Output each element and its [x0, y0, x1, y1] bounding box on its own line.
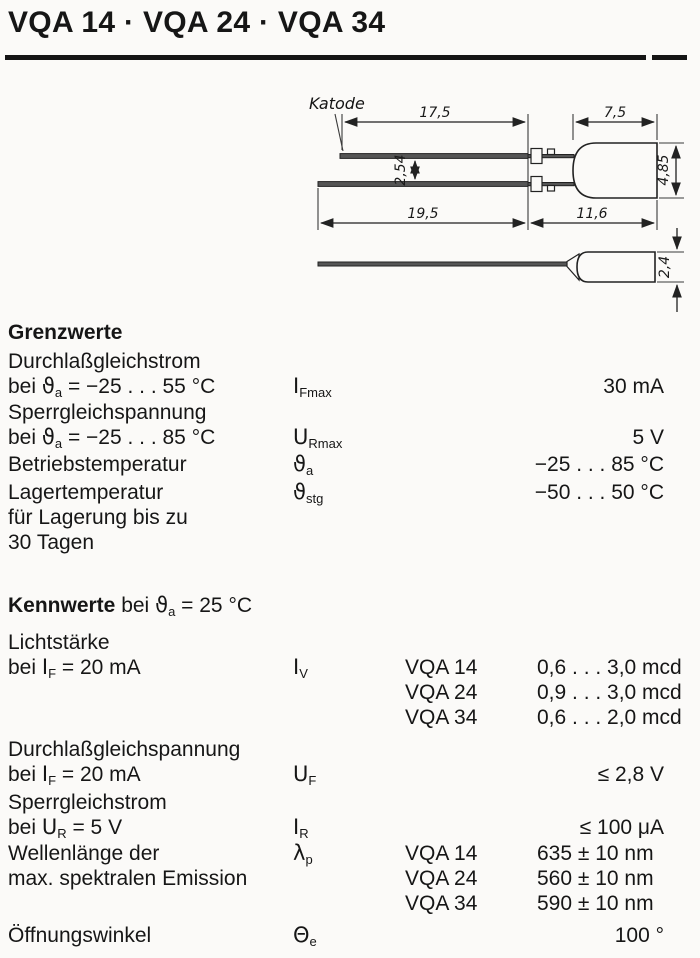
spec-label: Wellenlänge der max. spektralen Emission — [8, 842, 248, 890]
spec-row-luminous-intensity — [8, 630, 700, 730]
limits-heading — [8, 320, 700, 345]
spec-symbol: $\lambda_p$ — [293, 841, 313, 867]
spec-label: Lichtstärke bei $I_F = 20$ mA — [8, 631, 141, 681]
title-rule — [5, 55, 687, 60]
characteristics-section — [8, 593, 700, 948]
variant-row — [405, 841, 700, 866]
led-body-side-view — [573, 143, 657, 198]
spec-symbol: $U_F$ — [293, 762, 317, 788]
cathode-lead — [340, 154, 528, 159]
spec-symbol: $\Theta_e$ — [293, 923, 317, 949]
variant-value: 0,6 . . . 3,0 mcd — [537, 656, 682, 679]
spec-symbol: $U_{Rmax}$ — [293, 425, 343, 451]
variant-name: VQA 34 — [405, 706, 478, 729]
dim-label-2-54: 2,54 — [393, 154, 409, 186]
spec-label: Lagertemperatur für Lagerung bis zu 30 Tagen — [8, 481, 188, 554]
spec-symbol: $ϑ_{stg}$ — [293, 480, 324, 506]
spec-symbol: $I_V$ — [293, 655, 308, 681]
page-title: VQA 14 · VQA 24 · VQA 34 — [8, 6, 386, 39]
spec-label: Durchlaßgleichspannung bei $I_F = 20$ mA — [8, 738, 241, 788]
variant-value: 0,6 . . . 2,0 mcd — [537, 706, 682, 729]
dim-label-7-5: 7,5 — [603, 105, 627, 121]
variant-value: 635 ± 10 nm — [537, 842, 654, 865]
spec-row-storage-temp — [8, 480, 700, 555]
variant-row — [405, 866, 700, 891]
variant-row — [405, 891, 700, 916]
variant-value: 590 ± 10 nm — [537, 892, 654, 915]
variant-name: VQA 24 — [405, 867, 478, 890]
spec-value: ≤ 100 μA — [579, 816, 664, 839]
variant-row — [405, 655, 700, 680]
spec-value: 30 mA — [603, 375, 664, 398]
variant-name: VQA 34 — [405, 892, 478, 915]
limits-section — [8, 320, 700, 555]
variant-name: VQA 24 — [405, 681, 478, 704]
spec-value: ≤ 2,8 V — [597, 763, 664, 786]
variant-values — [405, 841, 700, 916]
led-body-top-view — [577, 252, 655, 282]
characteristics-heading-text: Kennwerte — [8, 594, 116, 617]
spec-row-wavelength — [8, 841, 700, 916]
spec-symbol: $I_{Fmax}$ — [293, 374, 332, 400]
variant-name: VQA 14 — [405, 842, 478, 865]
variant-name: VQA 14 — [405, 656, 478, 679]
top-view — [318, 252, 655, 282]
dim-label-2-4: 2,4 — [657, 255, 673, 279]
spec-value: 100 ° — [614, 924, 664, 947]
spec-value: 5 V — [632, 426, 664, 449]
spec-row-operating-temp — [8, 452, 700, 477]
dim-label-19-5: 19,5 — [407, 206, 439, 222]
package-drawing — [295, 88, 695, 323]
lead-top-view — [318, 262, 568, 266]
limits-heading-text: Grenzwerte — [8, 321, 123, 344]
spec-label: Öffnungswinkel — [8, 924, 152, 947]
spec-label: Betriebstemperatur — [8, 453, 187, 476]
dim-label-11-6: 11,6 — [576, 206, 608, 222]
spec-row-reverse-current — [8, 790, 700, 840]
spec-value: −50 . . . 50 °C — [534, 481, 664, 504]
spec-label: Sperrgleichstrom bei $U_R = 5$ V — [8, 791, 167, 841]
variant-row — [405, 705, 700, 730]
variant-values — [405, 630, 700, 730]
variant-value: 0,9 . . . 3,0 mcd — [537, 681, 682, 704]
anode-lead — [318, 182, 528, 187]
spec-label: Sperrgleichspannung bei $ϑ_a = -25$ . . . 85 °C — [8, 401, 216, 451]
spec-symbol: $ϑ_a$ — [293, 452, 314, 478]
spec-row-forward-voltage — [8, 737, 700, 787]
spec-symbol: $I_R$ — [293, 815, 309, 841]
characteristics-heading: Kennwerte bei $ϑ_a = 25$ °C — [8, 593, 253, 619]
spec-label: Durchlaßgleichstrom bei $ϑ_a = -25$ . . . 55 °C — [8, 350, 216, 400]
spec-row-reverse-voltage — [8, 400, 700, 450]
spec-row-forward-current — [8, 349, 700, 399]
variant-row — [405, 680, 700, 705]
spec-value: −25 . . . 85 °C — [534, 453, 664, 476]
spec-row-viewing-angle — [8, 923, 700, 948]
variant-value: 560 ± 10 nm — [537, 867, 654, 890]
dim-label-4-85: 4,85 — [656, 154, 672, 186]
katode-label: Katode — [309, 94, 365, 113]
dim-label-17-5: 17,5 — [419, 105, 451, 121]
